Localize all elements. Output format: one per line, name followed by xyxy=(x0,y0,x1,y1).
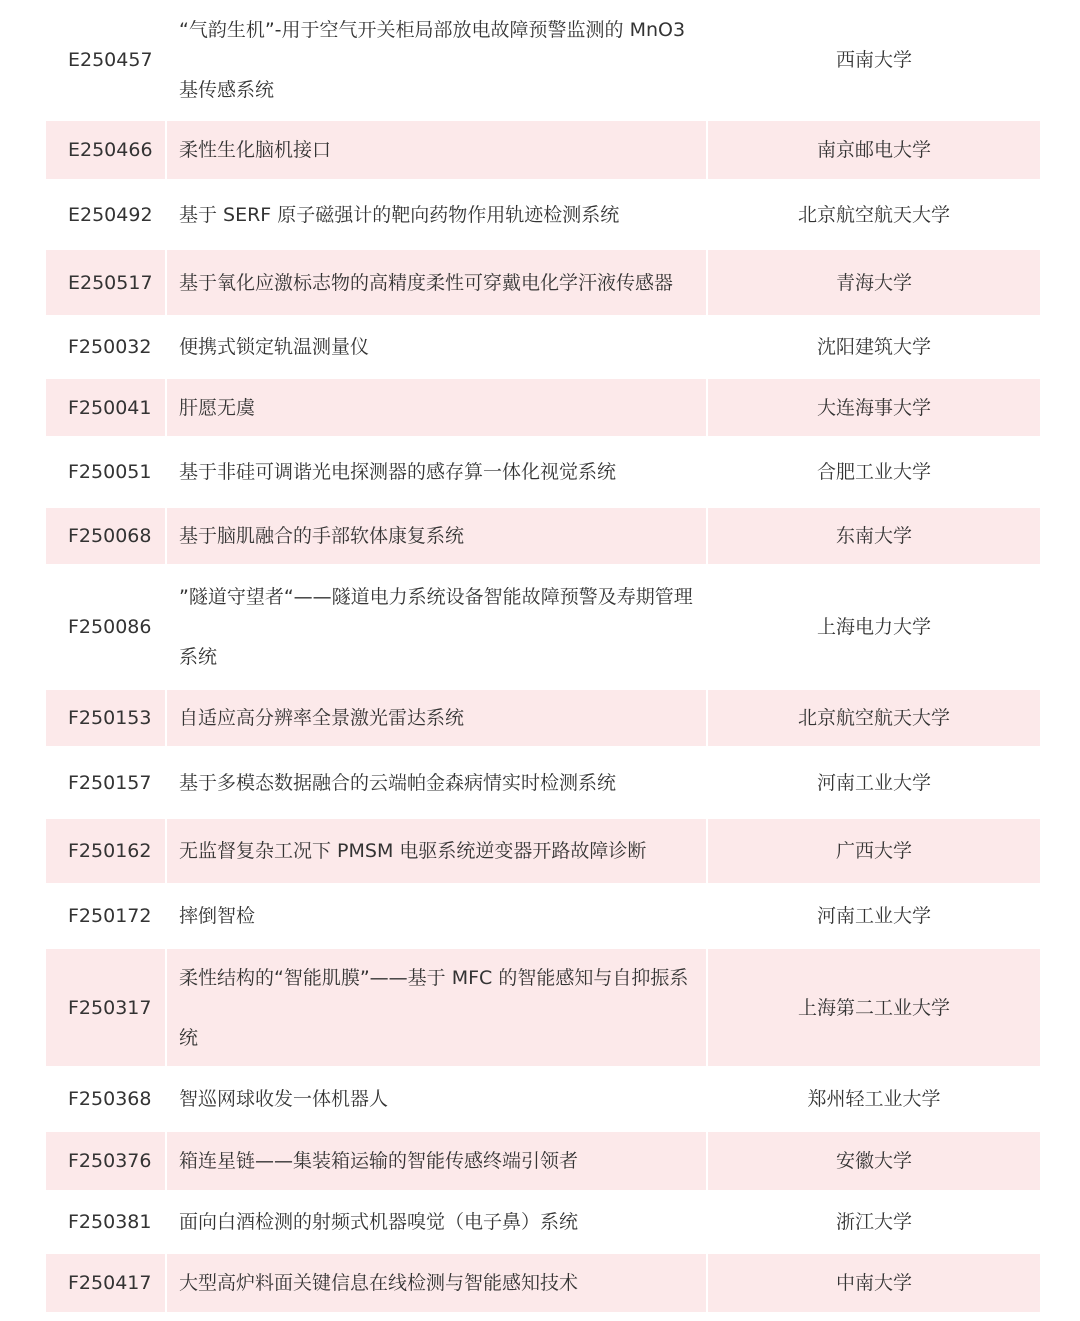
project-name: 面向白酒检测的射频式机器嗅觉（电子鼻）系统 xyxy=(165,1192,706,1252)
project-name: ”隧道守望者“——隧道电力系统设备智能故障预警及寿期管理系统 xyxy=(165,566,706,688)
university-name: 上海第二工业大学 xyxy=(706,949,1040,1066)
project-code: F250157 xyxy=(68,771,152,794)
project-code: F250417 xyxy=(46,1254,165,1312)
university-name: 河南工业大学 xyxy=(706,748,1040,817)
project-code: F250317 xyxy=(46,949,165,1066)
award-table xyxy=(46,0,1040,1314)
table-row xyxy=(46,1254,1040,1314)
table-row xyxy=(46,885,1040,949)
table-row xyxy=(46,566,1040,690)
university-name: 河南工业大学 xyxy=(706,885,1040,947)
project-code: E250466 xyxy=(46,121,165,179)
project-code: F250086 xyxy=(68,616,152,638)
university-name: 广西大学 xyxy=(706,819,1040,883)
project-name: 基于 SERF 原子磁强计的靶向药物作用轨迹检测系统 xyxy=(165,181,706,248)
table-row xyxy=(46,1068,1040,1132)
project-name: 基于多模态数据融合的云端帕金森病情实时检测系统 xyxy=(165,748,706,817)
project-name: “气韵生机”-用于空气开关柜局部放电故障预警监测的 MnO3 基传感系统 xyxy=(165,0,706,119)
table-row xyxy=(46,181,1040,250)
table-row xyxy=(46,250,1040,317)
project-name: 智巡网球收发一体机器人 xyxy=(165,1068,706,1130)
university-name: 青海大学 xyxy=(706,250,1040,315)
university-name: 北京航空航天大学 xyxy=(706,181,1040,248)
project-name: 基于非硅可调谐光电探测器的感存算一体化视觉系统 xyxy=(165,438,706,506)
university-name: 南京邮电大学 xyxy=(706,121,1040,179)
project-code: F250068 xyxy=(46,508,165,564)
university-name: 北京航空航天大学 xyxy=(706,690,1040,746)
table-row xyxy=(46,317,1040,379)
university-name: 中南大学 xyxy=(706,1254,1040,1312)
project-code: F250172 xyxy=(68,905,152,927)
table-row xyxy=(46,438,1040,508)
university-name: 郑州轻工业大学 xyxy=(706,1068,1040,1130)
project-code: E250517 xyxy=(46,250,165,315)
university-name: 大连海事大学 xyxy=(706,379,1040,436)
university-name: 浙江大学 xyxy=(706,1192,1040,1252)
project-name: 柔性生化脑机接口 xyxy=(165,121,706,179)
university-name: 沈阳建筑大学 xyxy=(706,317,1040,377)
university-name: 合肥工业大学 xyxy=(706,438,1040,506)
project-code: F250041 xyxy=(46,379,165,436)
table-row xyxy=(46,949,1040,1068)
project-name: 基于氧化应激标志物的高精度柔性可穿戴电化学汗液传感器 xyxy=(165,250,706,315)
project-name: 箱连星链——集装箱运输的智能传感终端引领者 xyxy=(165,1132,706,1190)
project-code: F250381 xyxy=(68,1211,152,1233)
university-name: 安徽大学 xyxy=(706,1132,1040,1190)
table-row xyxy=(46,508,1040,566)
table-row xyxy=(46,1192,1040,1254)
table-row xyxy=(46,1132,1040,1192)
table-row xyxy=(46,690,1040,748)
university-name: 上海电力大学 xyxy=(706,566,1040,688)
project-code: F250153 xyxy=(46,690,165,746)
project-code: F250368 xyxy=(68,1088,152,1110)
project-name: 摔倒智检 xyxy=(165,885,706,947)
project-name: 大型高炉料面关键信息在线检测与智能感知技术 xyxy=(165,1254,706,1312)
project-name: 柔性结构的“智能肌膜”——基于 MFC 的智能感知与自抑振系统 xyxy=(165,949,706,1066)
university-name: 东南大学 xyxy=(706,508,1040,564)
project-name: 便携式锁定轨温测量仪 xyxy=(165,317,706,377)
project-code: E250457 xyxy=(68,48,153,71)
table-row xyxy=(46,121,1040,181)
table-row xyxy=(46,0,1040,121)
project-code: F250162 xyxy=(46,819,165,883)
project-code: F250051 xyxy=(68,461,152,483)
project-name: 自适应高分辨率全景激光雷达系统 xyxy=(165,690,706,746)
table-row xyxy=(46,379,1040,438)
project-code: F250376 xyxy=(46,1132,165,1190)
university-name: 西南大学 xyxy=(706,0,1040,119)
project-code: E250492 xyxy=(68,203,153,226)
project-name: 肝愿无虞 xyxy=(165,379,706,436)
table-row xyxy=(46,819,1040,885)
project-code: F250032 xyxy=(68,336,152,358)
table-row xyxy=(46,748,1040,819)
project-name: 基于脑肌融合的手部软体康复系统 xyxy=(165,508,706,564)
project-name: 无监督复杂工况下 PMSM 电驱系统逆变器开路故障诊断 xyxy=(165,819,706,883)
